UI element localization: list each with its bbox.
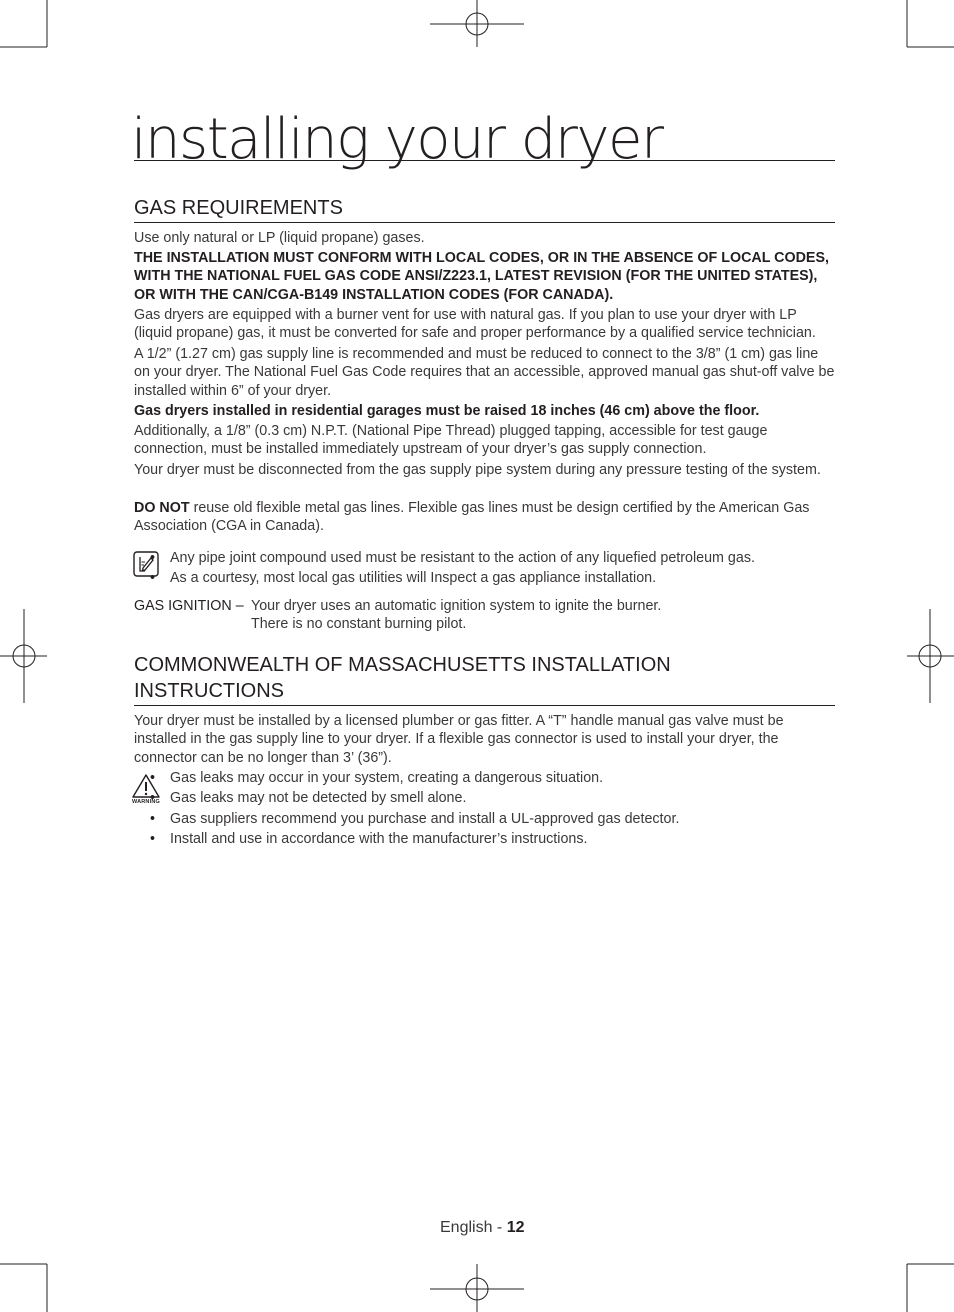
gas-paragraph-8 (134, 499, 835, 536)
page-number: 12 (506, 1219, 525, 1236)
massachusetts-paragraph: Your dryer must be installed by a licensed plumber or gas fitter. A “T” handle manual gas valve must be installed in the gas supply line to your dryer. If a flexible gas connector is used to install your dryer, the connector can be no longer than 3’ (36”). (134, 713, 784, 766)
registration-mark-icon (907, 609, 954, 703)
crop-mark-icon (907, 1264, 954, 1312)
warning-item: • Gas leaks may not be detected by smell alone. (170, 789, 830, 807)
warning-triangle-icon (129, 773, 163, 799)
warning-item: • Gas leaks may occur in your system, creating a dangerous situation. (170, 769, 830, 787)
registration-mark-icon (430, 1264, 524, 1312)
gas-ignition-label-text: GAS IGNITION (134, 598, 232, 614)
crop-mark-icon (0, 0, 47, 47)
note-item: • As a courtesy, most local gas utilities will Inspect a gas appliance installation. (170, 569, 830, 587)
warning-item: • Install and use in accordance with the manufacturer’s instructions. (170, 830, 830, 848)
gas-ignition-line-2: There is no constant burning pilot. (251, 616, 467, 633)
note-item: • Any pipe joint compound used must be resistant to the action of any liquefied petroleum gas. (170, 549, 830, 567)
section-heading-massachusetts (134, 652, 835, 706)
section-heading-gas: GAS REQUIREMENTS (134, 195, 835, 223)
gas-paragraph-4: A 1/2” (1.27 cm) gas supply line is recommended and must be reduced to connect to the 3/8” (1 cm) gas line on your dryer. The National Fuel Gas Code requires that an accessible, approved manual gas shut-off valve be installed within 6” of your dryer. (134, 346, 835, 399)
crop-mark-icon (907, 0, 954, 47)
warning-label: WARNING (132, 799, 160, 805)
gas-paragraph-3: Gas dryers are equipped with a burner vent for use with natural gas. If you plan to use your dryer with LP (liquid propane) gas, it must be converted for safe and proper performance by a qualified service technician. (134, 307, 816, 342)
page-title-text: installing your dryer (131, 107, 663, 172)
gas-ignition-line-1: Your dryer uses an automatic ignition system to ignite the burner. (251, 598, 662, 614)
footer-language: English - (440, 1219, 507, 1236)
do-not-label: DO NOT (134, 500, 190, 516)
gas-paragraph-1: Use only natural or LP (liquid propane) gases. (134, 230, 425, 246)
crop-mark-icon (0, 1264, 47, 1312)
massachusetts-heading-line-1: COMMONWEALTH OF MASSACHUSETTS INSTALLATION (134, 654, 671, 676)
gas-paragraph-7: Your dryer must be disconnected from the gas supply pipe system during any pressure testing of the system. (134, 462, 821, 478)
page-title (131, 107, 835, 172)
registration-mark-icon (430, 0, 524, 47)
gas-ignition-label (134, 597, 244, 615)
gas-ignition-dash: – (231, 598, 244, 614)
registration-mark-icon (0, 609, 47, 703)
warning-badge (129, 773, 163, 807)
gas-paragraph-8-text: reuse old flexible metal gas lines. Flexible gas lines must be design certified by the American Gas Association (CGA in Canada). (134, 500, 810, 535)
gas-garage-paragraph: Gas dryers installed in residential garages must be raised 18 inches (46 cm) above the floor. (134, 403, 760, 419)
gas-ignition-text (251, 597, 831, 634)
massachusetts-heading-line-2: INSTRUCTIONS (134, 680, 284, 702)
warning-item: • Gas suppliers recommend you purchase and install a UL-approved gas detector. (170, 810, 830, 828)
page-footer (440, 1219, 525, 1237)
gas-code-paragraph: THE INSTALLATION MUST CONFORM WITH LOCAL CODES, OR IN THE ABSENCE OF LOCAL CODES, WITH THE NATIONAL FUEL GAS CODE ANSI/Z223.1, LATEST REVISION (FOR THE UNITED STATES), OR WITH THE CAN/CGA-B149 INSTALLATION CODES (FOR CANADA). (134, 250, 829, 303)
gas-paragraph-6: Additionally, a 1/8” (0.3 cm) N.P.T. (National Pipe Thread) plugged tapping, accessible for test gauge connection, must be installed immediately upstream of your dryer’s gas supply connection. (134, 423, 768, 458)
note-icon (133, 551, 159, 577)
